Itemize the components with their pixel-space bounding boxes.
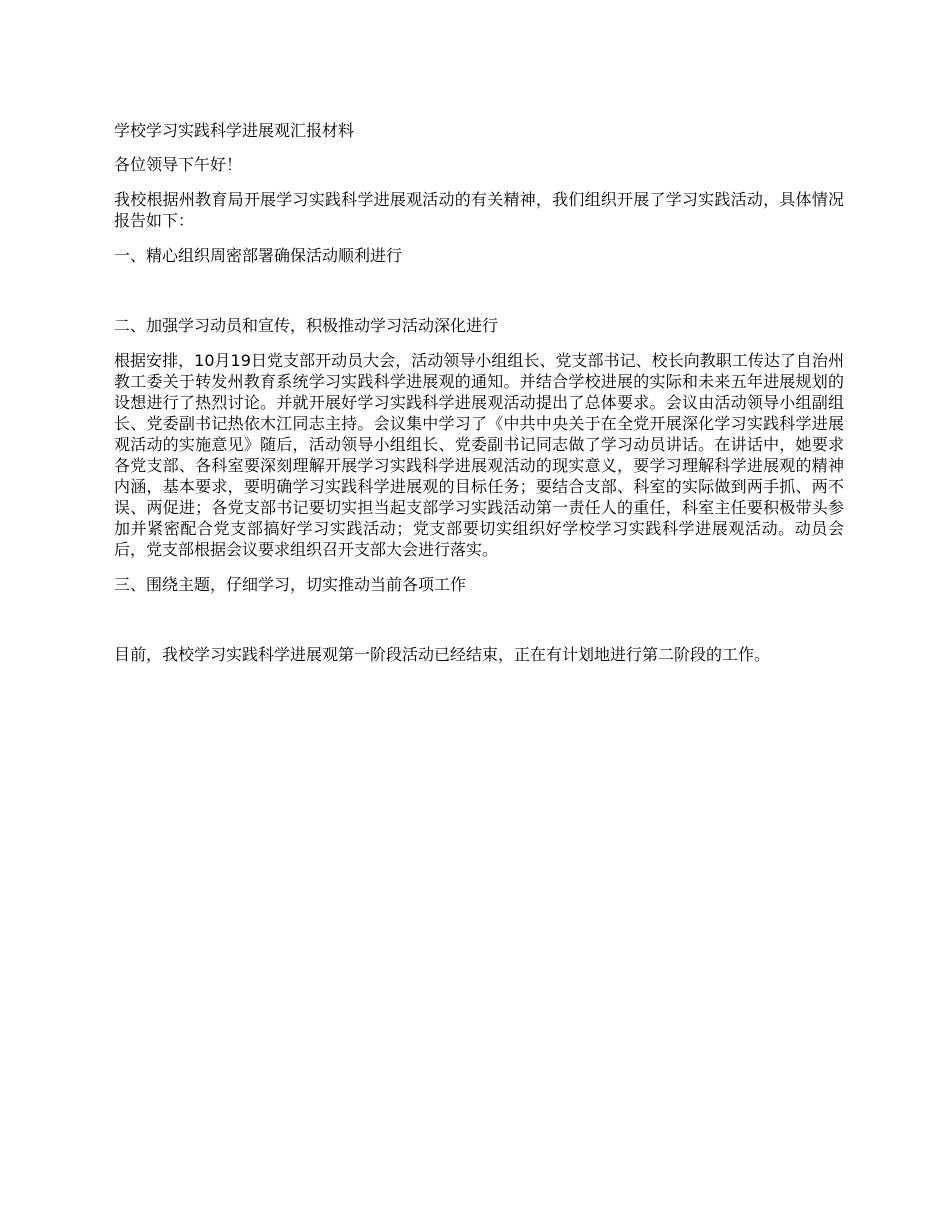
section-heading-2: 二、加强学习动员和宣传，积极推动学习活动深化进行: [114, 316, 499, 335]
section-heading-1: 一、精心组织周密部署确保活动顺利进行: [114, 246, 403, 265]
document-page: [114, 120, 844, 665]
greeting: 各位领导下午好！: [114, 155, 243, 174]
intro-paragraph: 我校根据州教育局开展学习实践科学进展观活动的有关精神，我们组织开展了学习实践活动，具体情况报告如下：: [114, 190, 844, 230]
section-heading-3: 三、围绕主题，仔细学习，切实推动当前各项工作: [114, 575, 467, 594]
document-title: 学校学习实践科学进展观汇报材料: [114, 121, 355, 140]
section-3-paragraph: 目前，我校学习实践科学进展观第一阶段活动已经结束，正在有计划地进行第二阶段的工作。: [114, 645, 771, 664]
section-2-paragraph: 根据安排，10月19日党支部开动员大会，活动领导小组组长、党支部书记、校长向教职工传达了自治州教工委关于转发州教育系统学习实践科学进展观的通知。并结合学校进展的实际和未来五年进展规划的设想进行了热烈讨论。并就开展好学习实践科学进展观活动提出了总体要求。会议由活动领导小组副组长、党委副书记热依木江同志主持。会议集中学习了《中共中央关于在全党开展深化学习实践科学进展观活动的实施意见》随后，活动领导小组组长、党委副书记同志做了学习动员讲话。在讲话中，她要求各党支部、各科室要深刻理解开展学习实践科学进展观活动的现实意义，要学习理解科学进展观的精神内涵，基本要求，要明确学习实践科学进展观的目标任务；要结合支部、科室的实际做到两手抓、两不误、两促进；各党支部书记要切实担当起支部学习实践活动第一责任人的重任，科室主任要积极带头参加并紧密配合党支部搞好学习实践活动；党支部要切实组织好学校学习实践科学进展观活动。动员会后，党支部根据会议要求组织召开支部大会进行落实。: [114, 351, 844, 559]
